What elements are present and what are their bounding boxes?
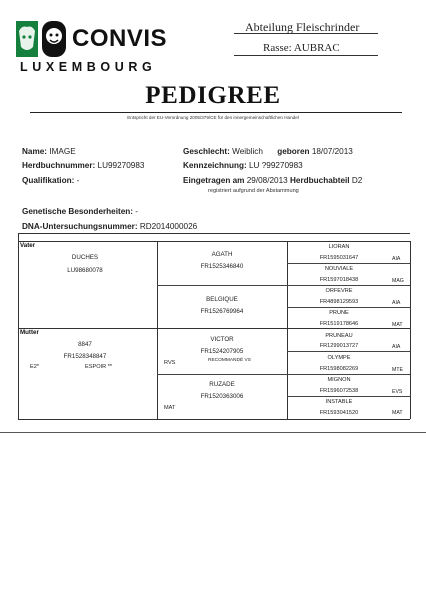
great-grandparent-number: FR1519178646: [319, 321, 359, 327]
great-grandparent-name: PRUNE: [329, 310, 349, 316]
great-grandparent-code: AIA: [392, 344, 401, 350]
dam-name: 8847: [78, 341, 92, 348]
logo-country: LUXEMBOURG: [20, 60, 157, 74]
sire-name: DUCHES: [71, 254, 99, 261]
great-grandparent-code: AIA: [392, 300, 401, 306]
tag-row: [183, 161, 303, 170]
convis-logo: [14, 17, 184, 77]
qualification-value: -: [76, 176, 80, 185]
grandparent-divider: [157, 374, 287, 375]
divider: [30, 112, 402, 113]
grandparent-tag: RVS: [164, 360, 176, 366]
table-top-border: [18, 233, 410, 234]
genetics-row: [22, 207, 138, 216]
great-grandparent-code: MTE: [392, 367, 403, 373]
herdbook-label: Herdbuchnummer:: [22, 161, 96, 170]
dna-value: RD2014000026: [139, 222, 198, 231]
dna-label: DNA-Untersuchungsnummer:: [22, 222, 138, 231]
qualification-label: Qualifikation:: [22, 176, 75, 185]
name-value: IMAGE: [49, 147, 76, 156]
sire-section-label: Vater: [20, 242, 36, 249]
great-grandparent-divider: [287, 307, 410, 308]
grandparent-note: RECOMMANDÉ VS: [208, 358, 251, 363]
registered-row: [183, 176, 362, 185]
great-grandparent-name: INSTABLE: [325, 399, 353, 405]
page-subtitle: Entspricht der EU-Verordnung 2005/379/CE für den innergemeinschaftlichen Handel: [127, 115, 299, 120]
grandparent-number: FR1526769964: [200, 308, 244, 315]
great-grandparent-number: FR4898129593: [319, 299, 359, 305]
herdbook-value: LU99270983: [97, 161, 145, 170]
grandparent-column-border: [157, 241, 158, 419]
great-grandparent-divider: [287, 396, 410, 397]
section-label: Herdbuchabteil: [289, 176, 350, 185]
great-grandparent-number: FR1593041520: [319, 410, 359, 416]
great-grandparent-code: EVS: [392, 389, 403, 395]
department-label: Abteilung Fleischrinder: [245, 20, 360, 34]
sex-label: Geschlecht:: [183, 147, 230, 156]
grandparent-number: FR1520363006: [200, 393, 244, 400]
registered-note: registriert aufgrund der Abstammung: [208, 188, 299, 194]
registered-value: 29/08/2013: [246, 176, 288, 185]
great-grandparent-divider: [287, 285, 410, 286]
great-grandparent-code: MAG: [392, 278, 404, 284]
table-bottom-border: [18, 419, 410, 420]
great-grandparent-code: MAT: [392, 410, 403, 416]
genetics-value: -: [135, 207, 139, 216]
born-label: geboren: [277, 147, 310, 156]
logo-wordmark: CONVIS: [72, 25, 168, 52]
born-value: 18/07/2013: [311, 147, 353, 156]
sex-value: Weiblich: [232, 147, 263, 156]
great-grandparent-name: PRUNEAU: [325, 333, 353, 339]
grandparent-name: VICTOR: [210, 336, 234, 343]
divider: [234, 33, 378, 34]
grandparent-name: AGATH: [211, 251, 233, 258]
tag-value: LU ?99270983: [248, 161, 303, 170]
grandparent-name: RUZADE: [209, 381, 235, 388]
great-grandparent-code: MAT: [392, 322, 403, 328]
great-grandparent-number: FR1299013727: [319, 343, 359, 349]
page-bottom-rule: [0, 432, 426, 433]
great-grandparent-divider: [287, 351, 410, 352]
grandparent-number: FR1524207905: [200, 348, 244, 355]
great-grandparent-name: LIORAN: [328, 244, 350, 250]
great-grandparent-column-border: [287, 241, 288, 419]
registered-label: Eingetragen am: [183, 176, 245, 185]
great-grandparent-name: ORFEVRE: [325, 288, 353, 294]
table-right-border: [410, 241, 411, 419]
dam-left-note: E2*: [30, 364, 40, 370]
great-grandparent-number: FR1595031647: [319, 255, 359, 261]
great-grandparent-number: FR1597018438: [319, 277, 359, 283]
table-header-border: [18, 241, 410, 242]
qualification-row: [22, 176, 79, 185]
sire-number: LU98680078: [67, 267, 103, 274]
herdbook-row: [22, 161, 144, 170]
great-grandparent-name: MIGNON: [327, 377, 351, 383]
cow-badge-icon: [14, 17, 70, 63]
name-label: Name:: [22, 147, 48, 156]
grandparent-name: BELGIQUE: [206, 296, 238, 303]
grandparent-tag: MAT: [164, 405, 176, 411]
table-mid-border: [18, 328, 410, 329]
tag-label: Kennzeichnung:: [183, 161, 247, 170]
dna-row: [22, 222, 197, 231]
divider: [234, 55, 378, 56]
breed-label: Rasse: AUBRAC: [263, 42, 340, 54]
name-row: [22, 147, 76, 156]
great-grandparent-divider: [287, 374, 410, 375]
dam-right-note: ESPOIR **: [85, 364, 113, 370]
great-grandparent-number: FR1598082269: [319, 366, 359, 372]
great-grandparent-number: FR1596072538: [319, 388, 359, 394]
table-left-border: [18, 233, 19, 419]
page-title: PEDIGREE: [145, 82, 281, 109]
genetics-label: Genetische Besonderheiten:: [22, 207, 134, 216]
sex-row: [183, 147, 353, 156]
great-grandparent-name: NOUVIALE: [324, 266, 354, 272]
dam-number: FR1528348847: [63, 353, 107, 360]
great-grandparent-name: OLYMPE: [327, 355, 351, 361]
section-value: D2: [351, 176, 363, 185]
dam-section-label: Mutter: [20, 329, 39, 336]
great-grandparent-divider: [287, 263, 410, 264]
grandparent-divider: [157, 285, 287, 286]
grandparent-number: FR1525346840: [200, 263, 244, 270]
great-grandparent-code: AIA: [392, 256, 401, 262]
